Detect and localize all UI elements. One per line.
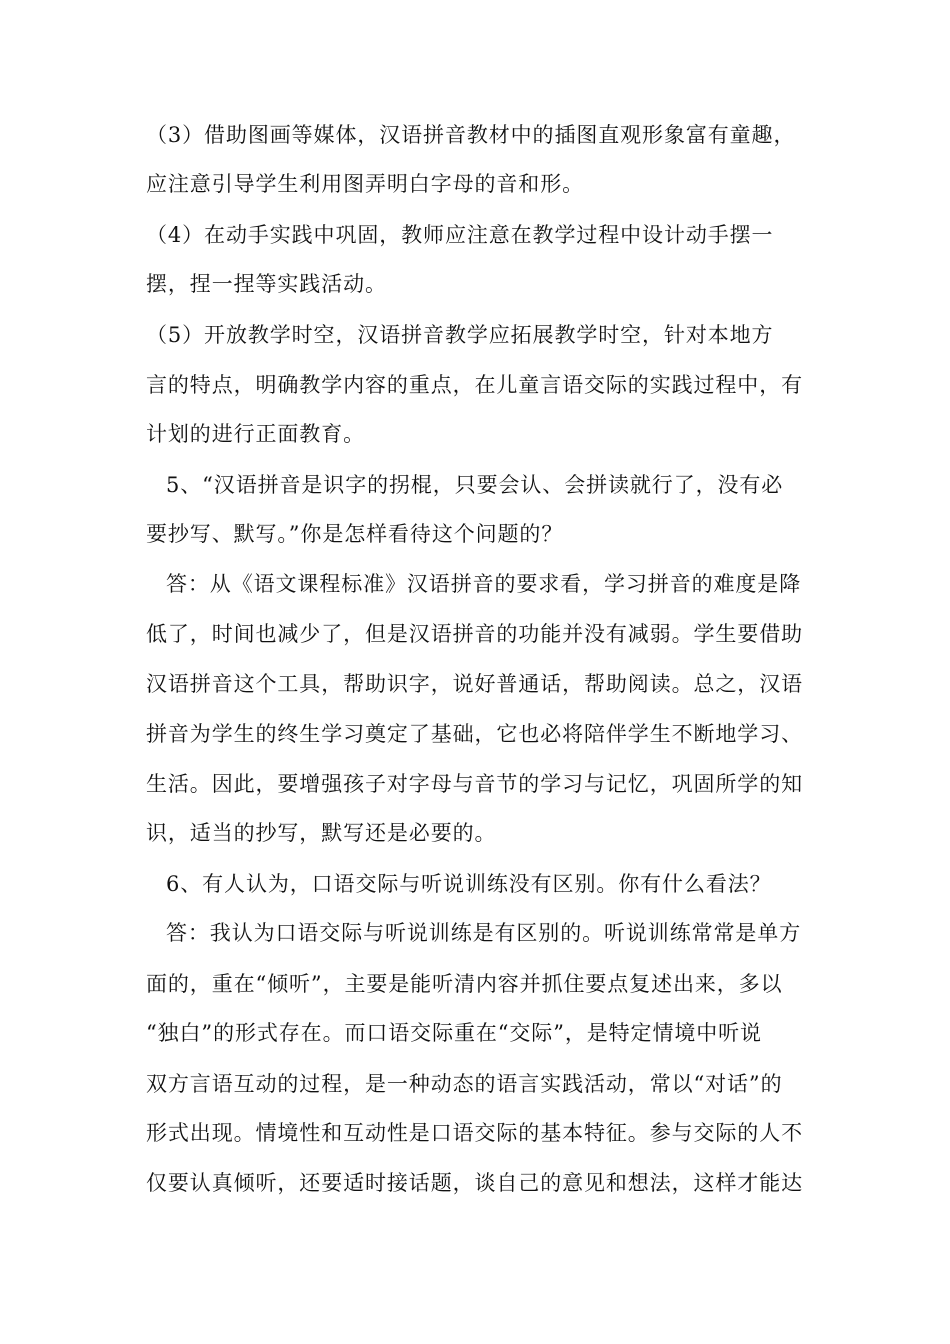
text-line-19: “独白”的形式存在。而口语交际重在“交际”，是特定情境中听说 <box>146 1021 762 1045</box>
text-line-4: 摆，捏一捏等实践活动。 <box>146 272 387 296</box>
text-line-11: 低了，时间也减少了，但是汉语拼音的功能并没有减弱。学生要借助 <box>146 622 803 646</box>
text-line-5: （5）开放教学时空，汉语拼音教学应拓展教学时空，针对本地方 <box>146 323 774 347</box>
text-line-15: 识，适当的抄写，默写还是必要的。 <box>146 821 497 845</box>
text-line-21: 形式出现。情境性和互动性是口语交际的基本特征。参与交际的人不 <box>146 1121 803 1145</box>
text-line-8: 5、“汉语拼音是识字的拐棍，只要会认、会拼读就行了，没有必 <box>166 473 784 497</box>
text-line-1: （3）借助图画等媒体，汉语拼音教材中的插图直观形象富有童趣， <box>146 123 796 147</box>
text-line-13: 拼音为学生的终生学习奠定了基础，它也必将陪伴学生不断地学习、 <box>146 722 803 746</box>
text-line-3: （4）在动手实践中巩固，教师应注意在教学过程中设计动手摆一 <box>146 223 774 247</box>
text-line-16: 6、有人认为，口语交际与听说训练没有区别。你有什么看法？ <box>166 872 772 896</box>
text-line-12: 汉语拼音这个工具，帮助识字，说好普通话，帮助阅读。总之，汉语 <box>146 672 803 696</box>
text-line-20: 双方言语互动的过程，是一种动态的语言实践活动，常以“对话”的 <box>146 1072 783 1096</box>
text-line-2: 应注意引导学生利用图弄明白字母的音和形。 <box>146 172 584 196</box>
text-line-6: 言的特点，明确教学内容的重点，在儿童言语交际的实践过程中，有 <box>146 373 803 397</box>
text-line-17: 答：我认为口语交际与听说训练是有区别的。听说训练常常是单方 <box>166 921 802 945</box>
text-line-10: 答：从《语文课程标准》汉语拼音的要求看，学习拼音的难度是降 <box>166 572 802 596</box>
text-line-18: 面的，重在“倾听”，主要是能听清内容并抓住要点复述出来，多以 <box>146 972 783 996</box>
text-line-14: 生活。因此，要增强孩子对字母与音节的学习与记忆，巩固所学的知 <box>146 772 803 796</box>
text-line-7: 计划的进行正面教育。 <box>146 422 365 446</box>
text-line-22: 仅要认真倾听，还要适时接话题，谈自己的意见和想法，这样才能达 <box>146 1171 803 1195</box>
text-line-9: 要抄写、默写。”你是怎样看待这个问题的？ <box>146 522 564 546</box>
